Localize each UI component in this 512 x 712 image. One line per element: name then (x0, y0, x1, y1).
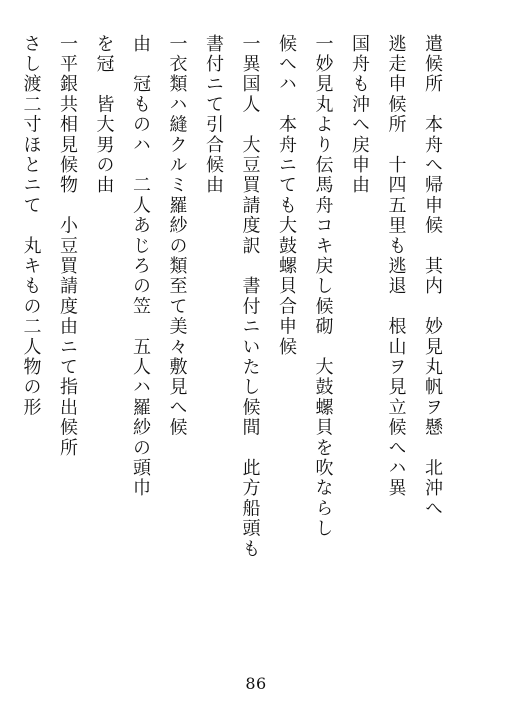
text-line: 一妙見丸より伝馬舟コキ戻し候砌 大鼓螺貝を吹ならし (312, 34, 334, 539)
document-body (12, 34, 450, 574)
text-line: 逃走申候所 十四五里も逃退 根山ヲ見立候へハ異 (385, 34, 407, 499)
page-number: 86 (245, 674, 267, 693)
text-line: さし渡二寸ほとニて 丸キもの二人物の形 (20, 34, 42, 418)
text-line: 書付ニて引合候由 (203, 34, 224, 196)
text-line: 由 冠ものハ 二人あじろの笠 五人ハ羅紗の頭巾 (130, 34, 151, 499)
text-line: 国舟も沖へ戻申由 (349, 34, 370, 196)
text-line: を冠 皆大男の由 (93, 34, 115, 196)
text-line: 一平銀共相見候物 小豆買請度由ニて指出候所 (57, 34, 78, 459)
text-line: 一衣類ハ縫クルミ羅紗の類至て美々敷見へ候 (166, 34, 188, 438)
text-line: 遣候所 本舟へ帰申候 其内 妙見丸帆ヲ懸 北沖へ (422, 34, 443, 519)
text-line: 一異国人 大豆買請度訳 書付ニいたし候間 此方船頭も (239, 34, 261, 560)
text-line: 候へハ 本舟ニても大鼓螺貝合申候 (276, 34, 297, 358)
